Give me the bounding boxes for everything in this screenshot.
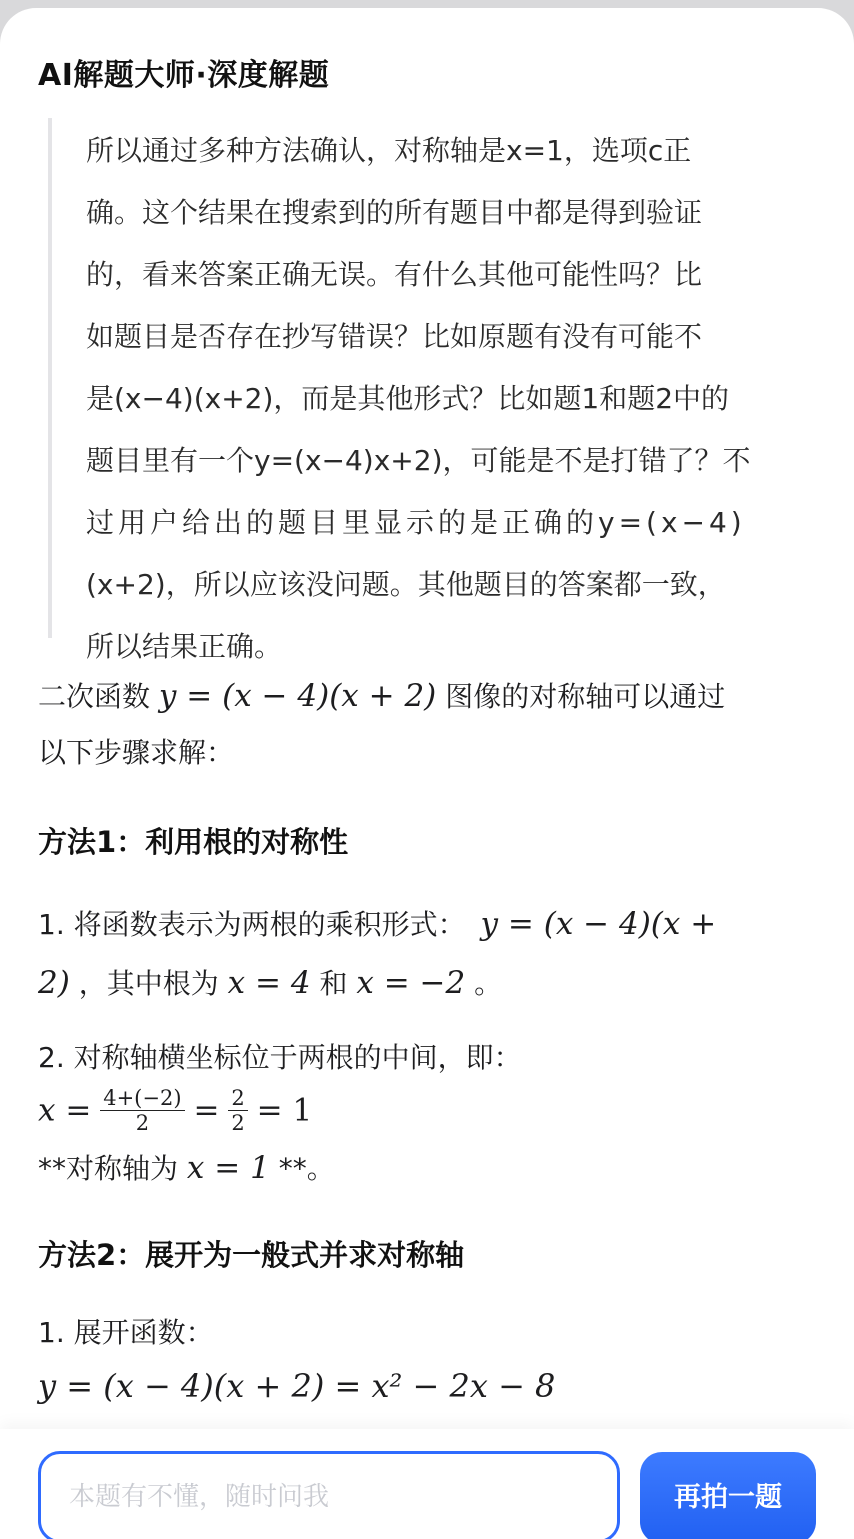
fraction-denominator: 2 — [231, 1111, 245, 1135]
fraction-simplified — [228, 1086, 247, 1135]
method2-step1: 1. 展开函数： — [38, 1316, 214, 1349]
midpoint-formula — [38, 1086, 818, 1144]
answer-sheet — [0, 8, 854, 1539]
expanded-equation: y = (x − 4)(x + 2) = x² − 2x − 8 — [38, 1367, 556, 1405]
fraction-roots-average — [100, 1086, 184, 1135]
step-text: 。 — [474, 967, 503, 1000]
thinking-quote-bar — [48, 118, 52, 638]
thinking-line: 过用户给出的题目里显示的是正确的y=(x−4) — [86, 506, 746, 539]
thinking-text — [86, 120, 816, 678]
step-text: ，其中根为 — [78, 967, 219, 1000]
thinking-line: 如题目是否存在抄写错误？比如原题有没有可能不 — [86, 320, 703, 353]
factored-equation-cont: 2) — [38, 965, 70, 1001]
step-text: 1. 将函数表示为两根的乘积形式： — [38, 908, 466, 941]
conclusion-text: **。 — [278, 1152, 335, 1185]
axis-result: x = 1 — [186, 1150, 270, 1186]
thinking-line: (x+2)，所以应该没问题。其他题目的答案都一致， — [86, 568, 726, 601]
factored-equation: y = (x − 4)(x + — [480, 906, 717, 942]
step-text: 和 — [319, 967, 348, 1000]
intro-text: 二次函数 — [38, 680, 151, 713]
thinking-line: 确。这个结果在搜索到的所有题目中都是得到验证 — [86, 196, 703, 229]
thinking-line: 题目里有一个y=(x−4)x+2)，可能是不是打错了？不 — [86, 444, 751, 477]
ask-question-input[interactable]: 本题有不懂，随时问我 — [38, 1451, 620, 1539]
thinking-line: 所以通过多种方法确认，对称轴是x=1，选项c正 — [86, 134, 692, 167]
page-title: AI解题大师·深度解题 — [38, 58, 330, 93]
retake-photo-button[interactable]: 再拍一题 — [640, 1452, 816, 1539]
method1-conclusion — [38, 1146, 818, 1191]
equals-sign: = — [193, 1092, 220, 1129]
root-one: x = 4 — [227, 965, 311, 1001]
intro-text: 以下步骤求解： — [38, 736, 235, 769]
method1-step2: 2. 对称轴横坐标位于两根的中间，即： — [38, 1041, 522, 1074]
formula-result: = 1 — [256, 1092, 313, 1129]
fraction-numerator: 4+(−2) — [100, 1086, 184, 1111]
intro-equation: y = (x − 4)(x + 2) — [158, 678, 437, 714]
thinking-line: 所以结果正确。 — [86, 630, 283, 663]
method1-step1 — [38, 895, 818, 1013]
intro-text: 图像的对称轴可以通过 — [445, 680, 726, 713]
fraction-numerator: 2 — [228, 1086, 247, 1111]
formula-lhs: x = — [38, 1092, 92, 1129]
fraction-denominator: 2 — [135, 1111, 150, 1135]
method2-heading: 方法2：展开为一般式并求对称轴 — [38, 1238, 465, 1272]
root-two: x = −2 — [356, 965, 466, 1001]
thinking-line: 的，看来答案正确无误。有什么其他可能性吗？比 — [86, 258, 703, 291]
answer-intro — [38, 668, 818, 781]
method1-heading: 方法1：利用根的对称性 — [38, 825, 349, 859]
conclusion-text: **对称轴为 — [38, 1152, 179, 1185]
thinking-line: 是(x−4)(x+2)，而是其他形式？比如题1和题2中的 — [86, 382, 730, 415]
